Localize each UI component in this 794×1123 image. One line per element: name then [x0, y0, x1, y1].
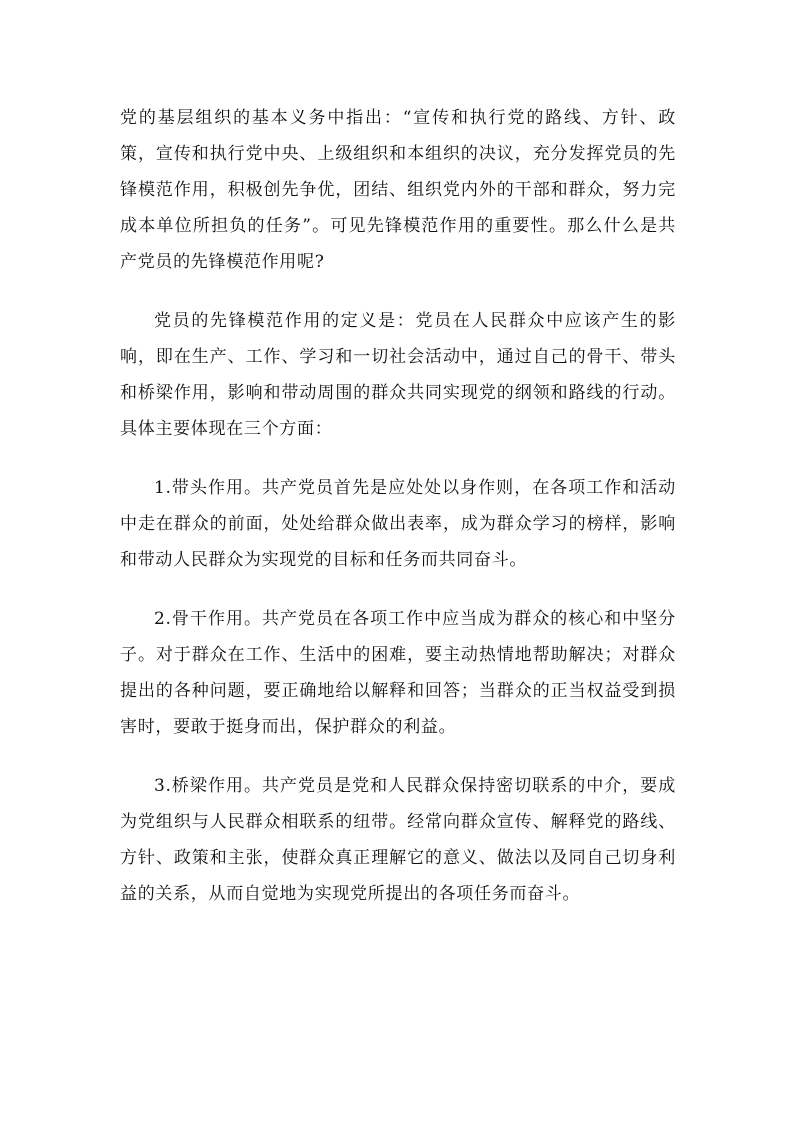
paragraph-backbone-role: 2.骨干作用。共产党员在各项工作中应当成为群众的核心和中坚分子。对于群众在工作、生活中的困难，要主动热情地帮助解决；对群众提出的各种问题，要正确地给以解释和回答；当群众的正当权益受到损害时，要敢于挺身而出，保护群众的利益。	[120, 609, 676, 737]
paragraph-definition: 党员的先锋模范作用的定义是：党员在人民群众中应该产生的影响，即在生产、工作、学习和一切社会活动中，通过自己的骨干、带头和桥梁作用，影响和带动周围的群众共同实现党的纲领和路线的行动。具体主要体现在三个方面：	[120, 311, 676, 439]
document-body	[120, 100, 676, 935]
paragraph-intro: 党的基层组织的基本义务中指出：“宣传和执行党的路线、方针、政策，宣传和执行党中央、上级组织和本组织的决议，充分发挥党员的先锋模范作用，积极创先争优，团结、组织党内外的干部和群众，努力完成本单位所担负的任务”。可见先锋模范作用的重要性。那么什么是共产党员的先锋模范作用呢?	[120, 108, 676, 272]
paragraph-leading-role: 1.带头作用。共产党员首先是应处处以身作则，在各项工作和活动中走在群众的前面，处处给群众做出表率，成为群众学习的榜样，影响和带动人民群众为实现党的目标和任务而共同奋斗。	[120, 478, 676, 570]
paragraph-bridge-role: 3.桥梁作用。共产党员是党和人民群众保持密切联系的中介，要成为党组织与人民群众相联系的纽带。经常向群众宣传、解释党的路线、方针、政策和主张，使群众真正理解它的意义、做法以及同自己切身利益的关系，从而自觉地为实现党所提出的各项任务而奋斗。	[120, 776, 676, 904]
